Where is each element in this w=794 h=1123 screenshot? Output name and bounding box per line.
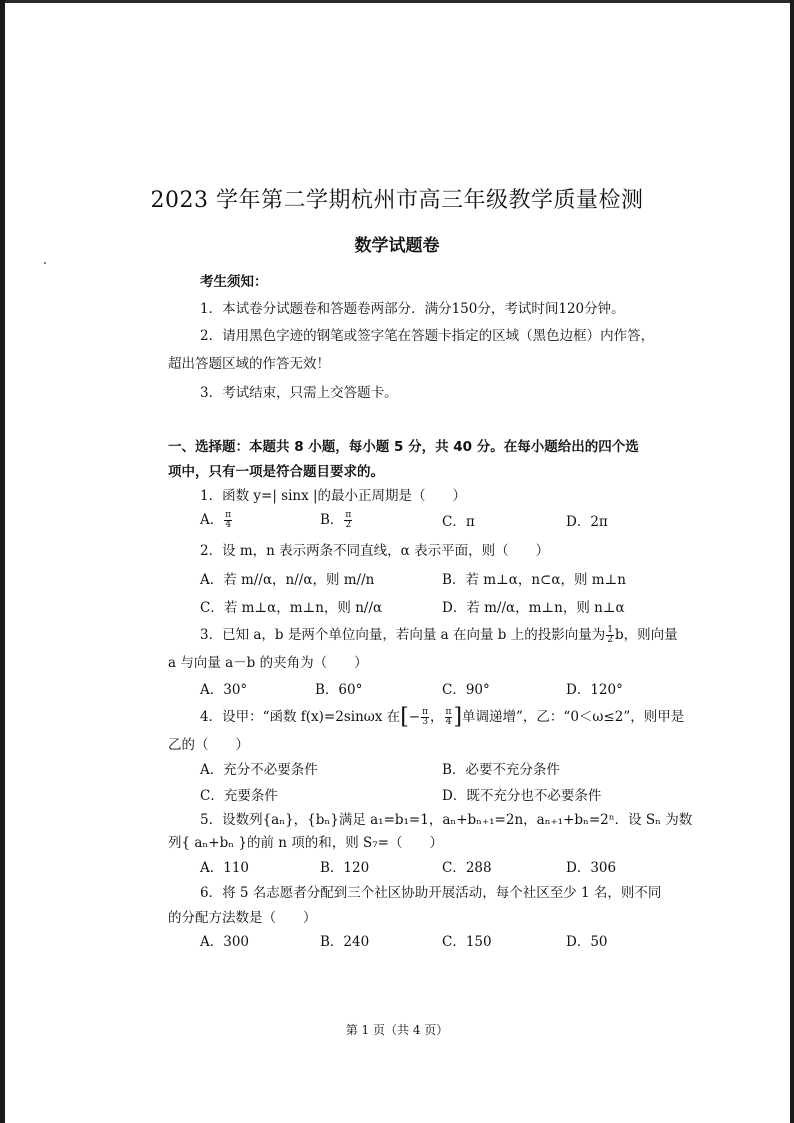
q4-minus: − bbox=[408, 709, 421, 725]
question-2-option-c: C．若 m⊥α，m⊥n，则 n//α bbox=[200, 600, 383, 616]
q4-fraction-2 bbox=[445, 708, 453, 727]
question-4-stem-line-2: 乙的（ ） bbox=[168, 737, 249, 753]
q4-right-bracket: ] bbox=[453, 704, 463, 730]
question-3-option-b: B．60° bbox=[315, 682, 363, 698]
question-5-option-c: C．288 bbox=[442, 860, 492, 876]
fraction-denominator: 3 bbox=[422, 717, 428, 727]
question-5-stem-line-2: 列{ aₙ+bₙ }的前 n 项的和，则 S₇=（ ） bbox=[168, 835, 443, 851]
question-5-option-d: D．306 bbox=[566, 860, 617, 876]
exam-subtitle: 数学试题卷 bbox=[354, 236, 440, 256]
option-b-fraction bbox=[344, 511, 352, 530]
question-3-option-c: C．90° bbox=[442, 682, 490, 698]
question-6-option-d: D．50 bbox=[566, 934, 608, 950]
fraction-denominator: 2 bbox=[345, 520, 352, 530]
question-1-option-d: D．2π bbox=[566, 514, 608, 530]
question-5-option-a: A．110 bbox=[200, 860, 250, 876]
q4-stem-text: 4．设甲：“函数 f(x)=2sinωx 在 bbox=[200, 709, 401, 725]
notice-item-3: 3．考试结束，只需上交答题卡。 bbox=[200, 385, 398, 401]
question-6-option-c: C．150 bbox=[442, 934, 492, 950]
question-4-option-b: B．必要不充分条件 bbox=[442, 762, 560, 778]
question-1-stem: 1．函数 y=| sinx |的最小正周期是（ ） bbox=[200, 488, 467, 504]
q3-stem-text: 3．已知 a，b 是两个单位向量，若向量 a 在向量 b 上的投影向量为 bbox=[200, 627, 606, 643]
notice-item-2-line-2: 超出答题区域的作答无效！ bbox=[168, 356, 330, 372]
q4-comma: ， bbox=[430, 709, 444, 725]
fraction-denominator: 4 bbox=[445, 717, 452, 727]
scan-border-top bbox=[0, 0, 794, 3]
question-4-option-a: A．充分不必要条件 bbox=[200, 762, 318, 778]
q4-stem-text-end: 单调递增”，乙：“0＜ω≤2”，则甲是 bbox=[462, 709, 685, 725]
question-3-stem-line-1 bbox=[200, 626, 678, 645]
question-2-option-d: D．若 m//α，m⊥n，则 n⊥α bbox=[442, 600, 625, 616]
exam-title: 2023 学年第二学期杭州市高三年级教学质量检测 bbox=[150, 188, 644, 213]
question-4-stem-line-1 bbox=[200, 704, 685, 730]
scan-border-right bbox=[790, 0, 794, 1123]
question-6-stem-line-2: 的分配方法数是（ ） bbox=[168, 910, 317, 926]
scan-speck bbox=[44, 262, 46, 264]
section-1-instructions-line-2: 项中，只有一项是符合题目要求的。 bbox=[168, 464, 384, 480]
notice-item-2-line-1: 2．请用黑色字迹的钢笔或签字笔在答题卡指定的区域（黑色边框）内作答， bbox=[200, 328, 655, 344]
fraction-numerator: π bbox=[422, 707, 429, 717]
fraction-denominator: 2 bbox=[607, 635, 613, 645]
question-1-option-a bbox=[200, 511, 233, 530]
question-3-option-a: A．30° bbox=[200, 682, 248, 698]
question-6-option-b: B．240 bbox=[320, 934, 370, 950]
question-1-option-b bbox=[320, 511, 353, 530]
question-2-option-a: A．若 m//α，n//α，则 m//n bbox=[200, 572, 375, 588]
question-4-option-c: C．充要条件 bbox=[200, 788, 278, 804]
question-1-option-c: C．π bbox=[442, 514, 475, 530]
fraction-numerator: 1 bbox=[607, 625, 613, 635]
question-3-stem-line-2: a 与向量 a－b 的夹角为（ ） bbox=[168, 655, 368, 671]
notice-item-1: 1．本试卷分试题卷和答题卷两部分．满分150分，考试时间120分钟。 bbox=[200, 301, 625, 317]
fraction-numerator: π bbox=[345, 510, 352, 520]
question-4-option-d: D．既不充分也不必要条件 bbox=[442, 788, 602, 804]
question-2-option-b: B．若 m⊥α，n⊂α，则 m⊥n bbox=[442, 572, 626, 588]
q4-fraction-1 bbox=[421, 708, 429, 727]
scan-border-left bbox=[0, 0, 5, 1123]
question-6-stem-line-1: 6．将 5 名志愿者分配到三个社区协助开展活动，每个社区至少 1 名，则不同 bbox=[200, 885, 662, 901]
fraction-numerator: π bbox=[225, 510, 232, 520]
question-2-stem: 2．设 m，n 表示两条不同直线，α 表示平面，则（ ） bbox=[200, 543, 550, 559]
option-b-prefix: B． bbox=[320, 512, 344, 528]
q4-left-bracket: [ bbox=[400, 704, 409, 730]
section-1-instructions-line-1: 一、选择题：本题共 8 小题，每小题 5 分，共 40 分。在每小题给出的四个选 bbox=[168, 439, 639, 455]
question-5-option-b: B．120 bbox=[320, 860, 370, 876]
fraction-denominator: 4 bbox=[225, 520, 232, 530]
fraction-numerator: π bbox=[445, 707, 452, 717]
notice-heading: 考生须知： bbox=[200, 274, 268, 290]
page-number-footer: 第 1 页（共 4 页） bbox=[345, 1023, 449, 1037]
question-6-option-a: A．300 bbox=[200, 934, 250, 950]
q3-fraction bbox=[606, 626, 614, 645]
option-a-fraction bbox=[224, 511, 232, 530]
option-a-prefix: A． bbox=[200, 512, 224, 528]
q3-stem-text-end: b，则向量 bbox=[614, 627, 678, 643]
question-5-stem-line-1: 5．设数列{aₙ}，{bₙ}满足 a₁=b₁=1，aₙ+bₙ₊₁=2n，aₙ₊₁+bₙ=2ⁿ．设 Sₙ 为数 bbox=[200, 812, 693, 828]
question-3-option-d: D．120° bbox=[566, 682, 623, 698]
